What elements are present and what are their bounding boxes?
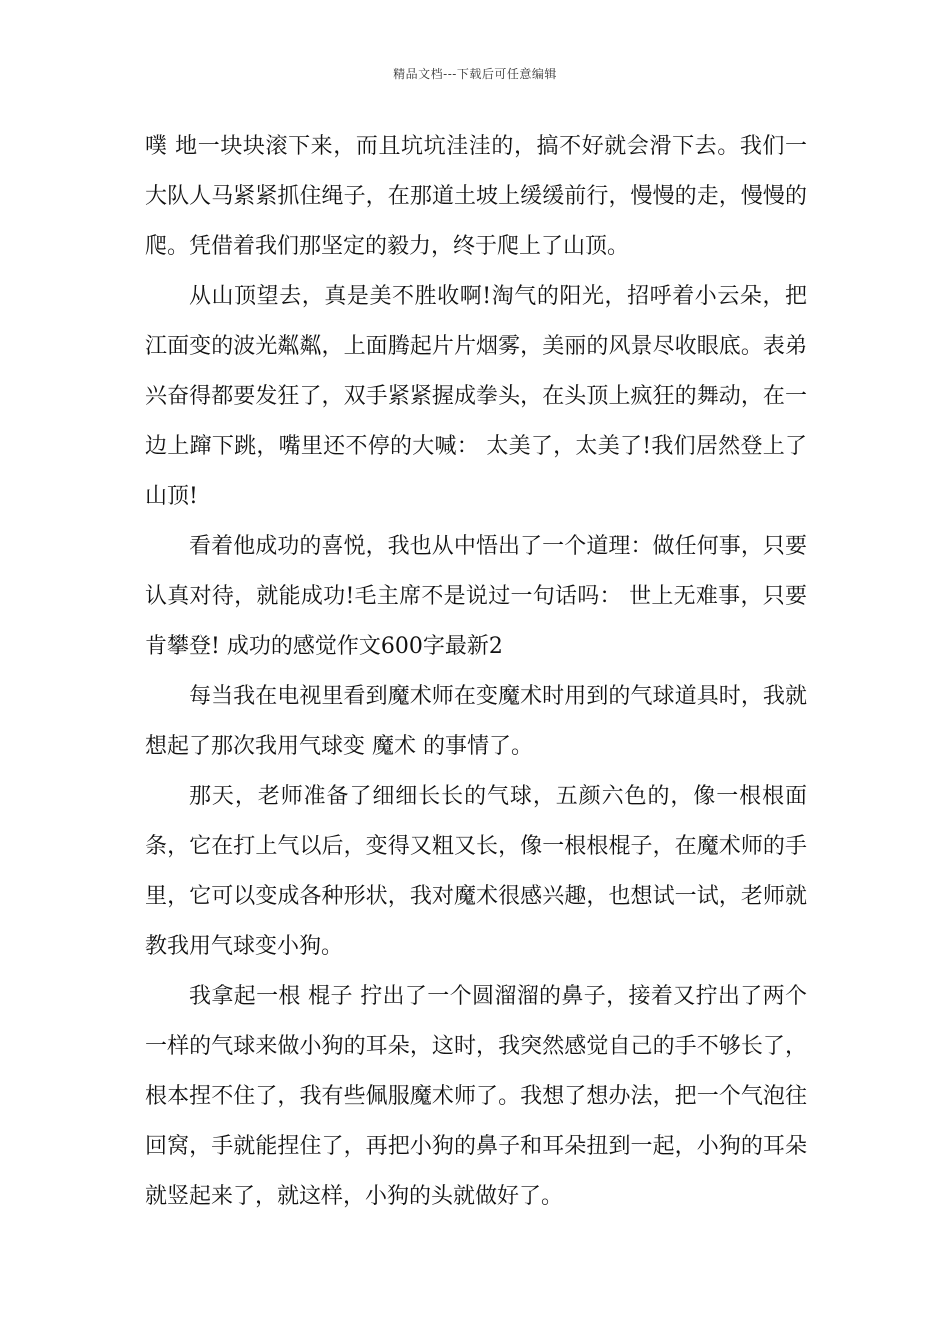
document-body [145, 122, 807, 1222]
paragraph: 从山顶望去，真是美不胜收啊!淘气的阳光，招呼着小云朵，把江面变的波光粼粼，上面腾起片片烟雾，美丽的风景尽收眼底。表弟兴奋得都要发狂了，双手紧紧握成拳头，在头顶上疯狂的舞动，在一边上蹿下跳，嘴里还不停的大喊： 太美了，太美了!我们居然登上了山顶! [145, 284, 807, 509]
paragraph: 看着他成功的喜悦，我也从中悟出了一个道理：做任何事，只要认真对待，就能成功!毛主席不是说过一句话吗： 世上无难事，只要肯攀登! 成功的感觉作文600字最新2 [145, 534, 807, 659]
paragraph: 我拿起一根 棍子 拧出了一个圆溜溜的鼻子，接着又拧出了两个一样的气球来做小狗的耳朵，这时，我突然感觉自己的手不够长了，根本捏不住了，我有些佩服魔术师了。我想了想办法，把一个气泡往回窝，手就能捏住了，再把小狗的鼻子和耳朵扭到一起，小狗的耳朵就竖起来了，就这样，小狗的头就做好了。 [145, 984, 807, 1209]
paragraph: 那天，老师准备了细细长长的气球，五颜六色的，像一根根面条，它在打上气以后，变得又粗又长，像一根根棍子，在魔术师的手里，它可以变成各种形状，我对魔术很感兴趣，也想试一试，老师就教我用气球变小狗。 [145, 784, 807, 959]
paragraph: 噗 地一块块滚下来，而且坑坑洼洼的，搞不好就会滑下去。我们一大队人马紧紧抓住绳子，在那道土坡上缓缓前行，慢慢的走，慢慢的爬。凭借着我们那坚定的毅力，终于爬上了山顶。 [145, 134, 807, 259]
paragraph: 每当我在电视里看到魔术师在变魔术时用到的气球道具时，我就想起了那次我用气球变 魔术 的事情了。 [145, 684, 807, 759]
page-header: 精品文档---下载后可任意编辑 [393, 67, 557, 81]
